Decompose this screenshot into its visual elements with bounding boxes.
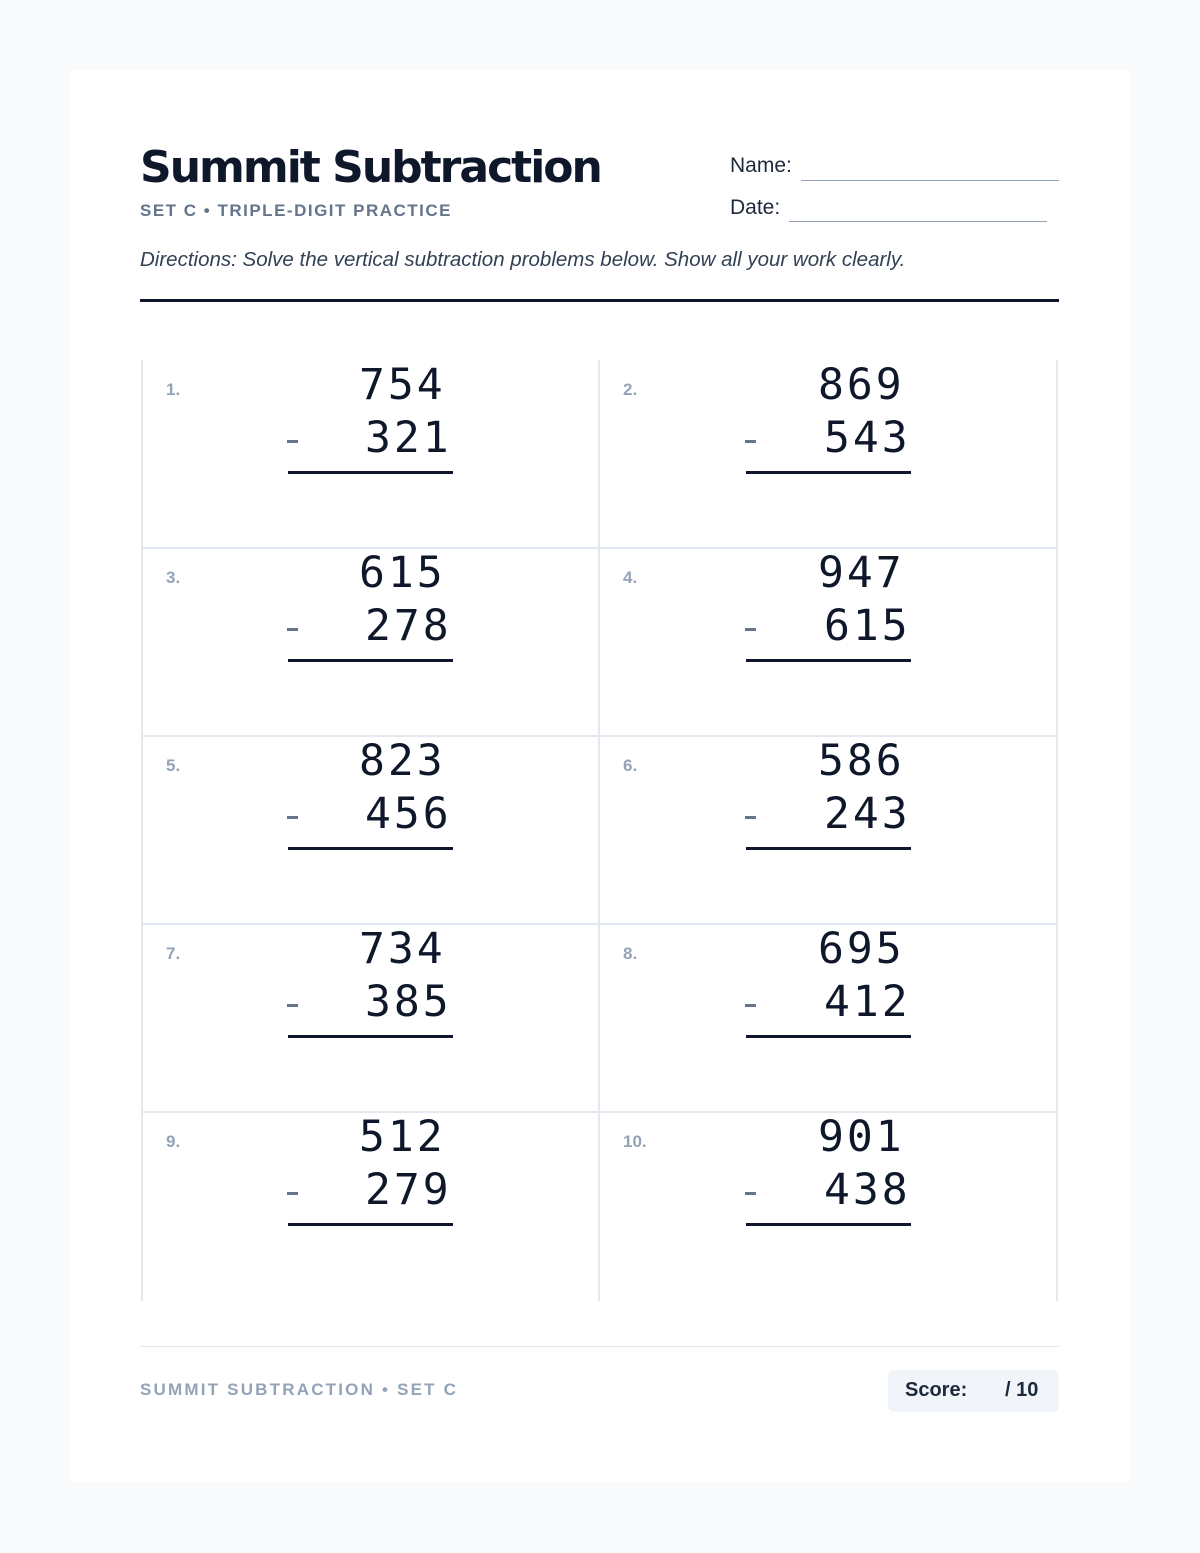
score-box [888, 1370, 1059, 1412]
minus-sign [287, 440, 298, 443]
subtrahend: 615 [824, 601, 911, 651]
minuend: 754 [359, 360, 446, 410]
problem-number: 3. [166, 568, 181, 587]
answer-line[interactable] [746, 659, 911, 662]
minuend: 586 [818, 736, 905, 786]
minus-sign [287, 816, 298, 819]
name-field[interactable] [801, 180, 1059, 181]
problem-cell [598, 1112, 1055, 1300]
answer-line[interactable] [746, 1223, 911, 1226]
problem-cell [598, 924, 1055, 1112]
minus-sign [287, 628, 298, 631]
subtrahend: 412 [824, 977, 911, 1027]
problem-cell [141, 924, 598, 1112]
answer-line[interactable] [288, 471, 453, 474]
minuend: 901 [818, 1112, 905, 1162]
name-label: Name: [730, 154, 792, 177]
footer-text: SUMMIT SUBTRACTION • SET C [140, 1380, 459, 1399]
minus-sign [745, 440, 756, 443]
date-label: Date: [730, 196, 781, 219]
problem-number: 2. [623, 380, 638, 399]
page-subtitle: SET C • TRIPLE-DIGIT PRACTICE [140, 201, 453, 220]
minus-sign [745, 1004, 756, 1007]
minuend: 823 [359, 736, 446, 786]
problem-number: 7. [166, 944, 181, 963]
problem-cell [598, 360, 1055, 548]
grid-line [1056, 360, 1058, 1301]
answer-line[interactable] [746, 847, 911, 850]
problem-cell [141, 736, 598, 924]
minus-sign [287, 1192, 298, 1195]
subtrahend: 543 [824, 413, 911, 463]
minuend: 615 [359, 548, 446, 598]
problem-cell [598, 548, 1055, 736]
problem-cell [141, 360, 598, 548]
page-title: Summit Subtraction [140, 142, 601, 193]
worksheet-page [70, 70, 1130, 1482]
problem-cell [141, 548, 598, 736]
score-total: / 10 [1005, 1379, 1039, 1401]
minus-sign [287, 1004, 298, 1007]
subtrahend: 456 [365, 789, 452, 839]
answer-line[interactable] [288, 847, 453, 850]
subtrahend: 243 [824, 789, 911, 839]
directions-text: Directions: Solve the vertical subtraction problems below. Show all your work clearly. [140, 248, 906, 271]
problem-number: 4. [623, 568, 638, 587]
problem-cell [598, 736, 1055, 924]
date-field[interactable] [789, 221, 1047, 222]
problem-cell [141, 1112, 598, 1300]
minuend: 947 [818, 548, 905, 598]
problem-number: 1. [166, 380, 181, 399]
minus-sign [745, 1192, 756, 1195]
answer-line[interactable] [746, 1035, 911, 1038]
subtrahend: 278 [365, 601, 452, 651]
answer-line[interactable] [288, 1223, 453, 1226]
footer-divider [140, 1346, 1059, 1347]
problem-number: 5. [166, 756, 181, 775]
score-label: Score: [905, 1379, 968, 1401]
problem-number: 6. [623, 756, 638, 775]
subtrahend: 385 [365, 977, 452, 1027]
minus-sign [745, 816, 756, 819]
minuend: 734 [359, 924, 446, 974]
problem-number: 9. [166, 1132, 181, 1151]
minuend: 695 [818, 924, 905, 974]
answer-line[interactable] [288, 1035, 453, 1038]
subtrahend: 279 [365, 1165, 452, 1215]
minuend: 869 [818, 360, 905, 410]
minuend: 512 [359, 1112, 446, 1162]
answer-line[interactable] [746, 471, 911, 474]
header-divider [140, 299, 1059, 302]
subtrahend: 321 [365, 413, 452, 463]
problem-number: 8. [623, 944, 638, 963]
problem-number: 10. [623, 1132, 647, 1151]
subtrahend: 438 [824, 1165, 911, 1215]
answer-line[interactable] [288, 659, 453, 662]
problem-grid [141, 360, 1058, 1301]
minus-sign [745, 628, 756, 631]
